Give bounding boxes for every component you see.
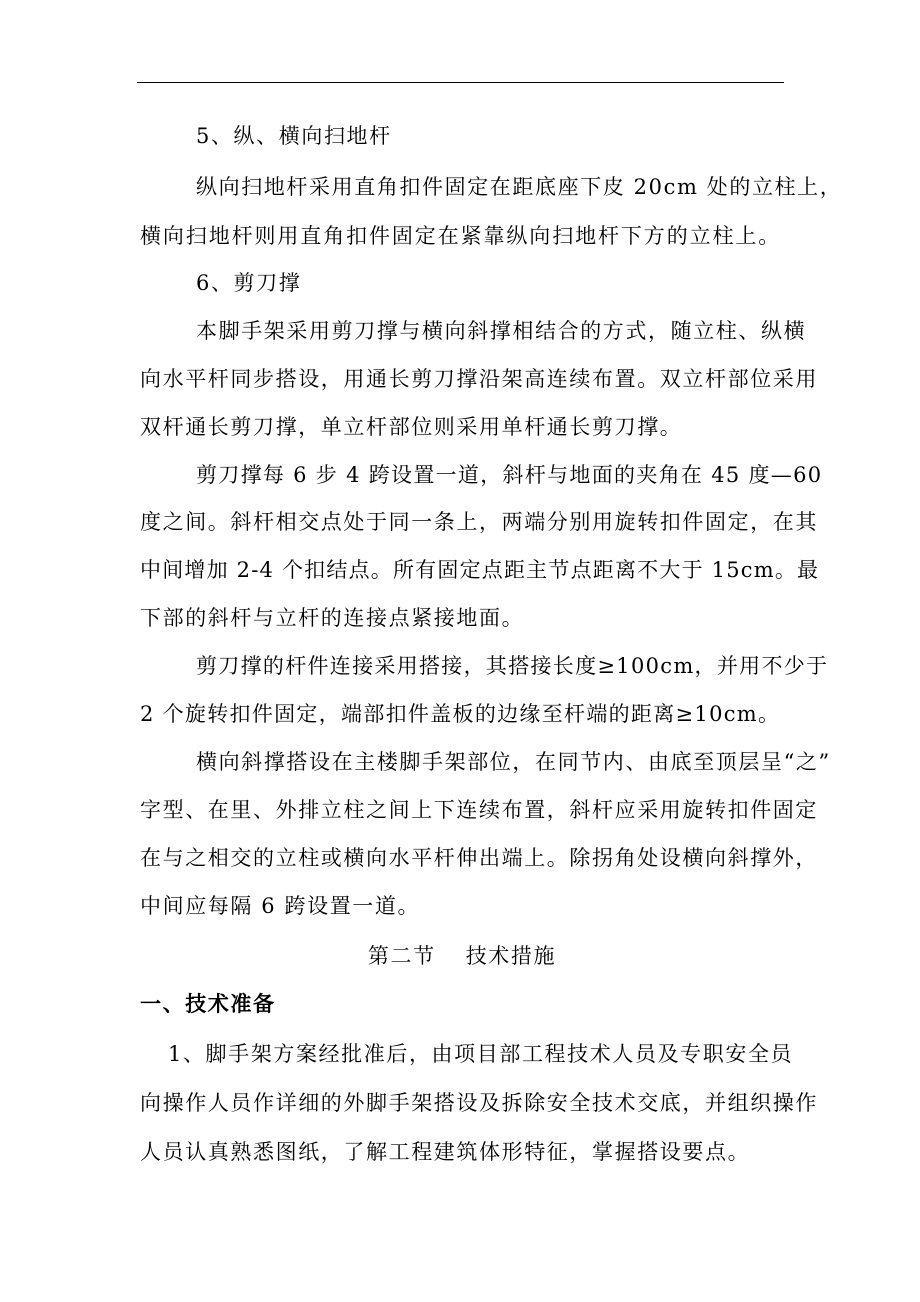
- paragraph-line: 人员认真熟悉图纸，了解工程建筑体形特征，掌握搭设要点。: [140, 1140, 751, 1164]
- section-title: [140, 943, 784, 969]
- paragraph-line: 中间应每隔 6 跨设置一道。: [140, 894, 421, 918]
- paragraph-line: 字型、在里、外排立柱之间上下连续布置，斜杆应采用旋转扣件固定: [140, 798, 818, 822]
- subheading-6: 6、剪刀撑: [196, 271, 302, 295]
- paragraph-line: 双杆通长剪刀撑，单立杆部位则采用单杆通长剪刀撑。: [140, 415, 683, 439]
- paragraph-line: 剪刀撑每 6 步 4 跨设置一道，斜杆与地面的夹角在 45 度—60: [196, 463, 823, 487]
- paragraph-line: 向水平杆同步搭设，用通长剪刀撑沿架高连续布置。双立杆部位采用: [140, 367, 818, 391]
- section-number: 第二节: [367, 944, 436, 968]
- paragraph-line: 2 个旋转扣件固定，端部扣件盖板的边缘至杆端的距离≥10cm。: [140, 702, 781, 726]
- section-name: 技术措施: [465, 944, 557, 968]
- subheading-5: 5、纵、横向扫地杆: [196, 124, 392, 148]
- paragraph-line: 向操作人员作详细的外脚手架搭设及拆除安全技术交底，并组织操作: [140, 1091, 818, 1115]
- paragraph-line: 本脚手架采用剪刀撑与横向斜撑相结合的方式，随立柱、纵横: [196, 319, 807, 343]
- section-heading-1: 一、技术准备: [140, 992, 276, 1016]
- paragraph-line: 横向斜撑搭设在主楼脚手架部位，在同节内、由底至顶层呈“之”: [196, 750, 831, 774]
- paragraph-line: 中间增加 2-4 个扣结点。所有固定点距主节点距离不大于 15cm。最: [140, 558, 820, 582]
- paragraph-line: 下部的斜杆与立杆的连接点紧接地面。: [140, 606, 525, 630]
- paragraph-line: 1、脚手架方案经批准后，由项目部工程技术人员及专职安全员: [168, 1042, 794, 1066]
- header-rule: [137, 82, 784, 83]
- paragraph-line: 度之间。斜杆相交点处于同一条上，两端分别用旋转扣件固定，在其: [140, 510, 818, 534]
- paragraph-line: 在与之相交的立柱或横向水平杆伸出端上。除拐角处设横向斜撑外，: [140, 846, 818, 870]
- paragraph-line: 纵向扫地杆采用直角扣件固定在距底座下皮 20cm 处的立柱上，: [196, 175, 843, 199]
- paragraph-line: 横向扫地杆则用直角扣件固定在紧靠纵向扫地杆下方的立柱上。: [140, 224, 782, 248]
- paragraph-line: 剪刀撑的杆件连接采用搭接，其搭接长度≥100cm，并用不少于: [196, 654, 829, 678]
